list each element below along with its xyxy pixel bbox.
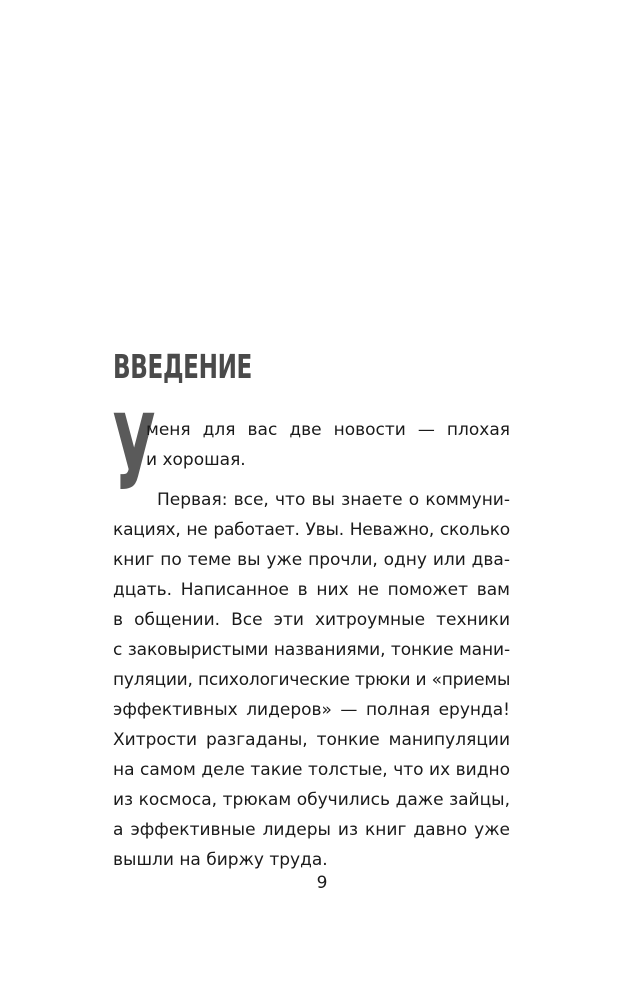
text-line: меня для вас две новости — плохая (146, 420, 510, 440)
text-line: из космоса, трюкам обучились даже зайцы, (113, 790, 510, 810)
text-line: с заковыристыми названиями, тонкие мани- (113, 640, 510, 660)
text-line: пуляции, психологические трюки и «приемы (113, 670, 511, 690)
text-line: и хорошая. (146, 450, 246, 470)
text-line: вышли на биржу труда. (113, 850, 328, 870)
text-line: а эффективные лидеры из книг давно уже (113, 820, 510, 840)
text-line: книг по теме вы уже прочли, одну или два- (113, 550, 510, 570)
text-line: кациях, не работает. Увы. Неважно, сколько (113, 520, 510, 540)
text-line: в общении. Все эти хитроумные техники (113, 610, 510, 630)
text-line: эффективных лидеров» — полная ерунда! (113, 700, 510, 720)
text-line: на самом деле такие толстые, что их видно (113, 760, 510, 780)
text-line: Первая: все, что вы знаете о коммуни- (157, 490, 510, 510)
page-number: 9 (316, 873, 328, 893)
text-line: дцать. Написанное в них не поможет вам (113, 580, 510, 600)
text-line: Хитрости разгаданы, тонкие манипуляции (113, 730, 510, 750)
drop-cap: У (112, 392, 157, 514)
chapter-title: ВВЕДЕНИЕ (113, 347, 252, 386)
